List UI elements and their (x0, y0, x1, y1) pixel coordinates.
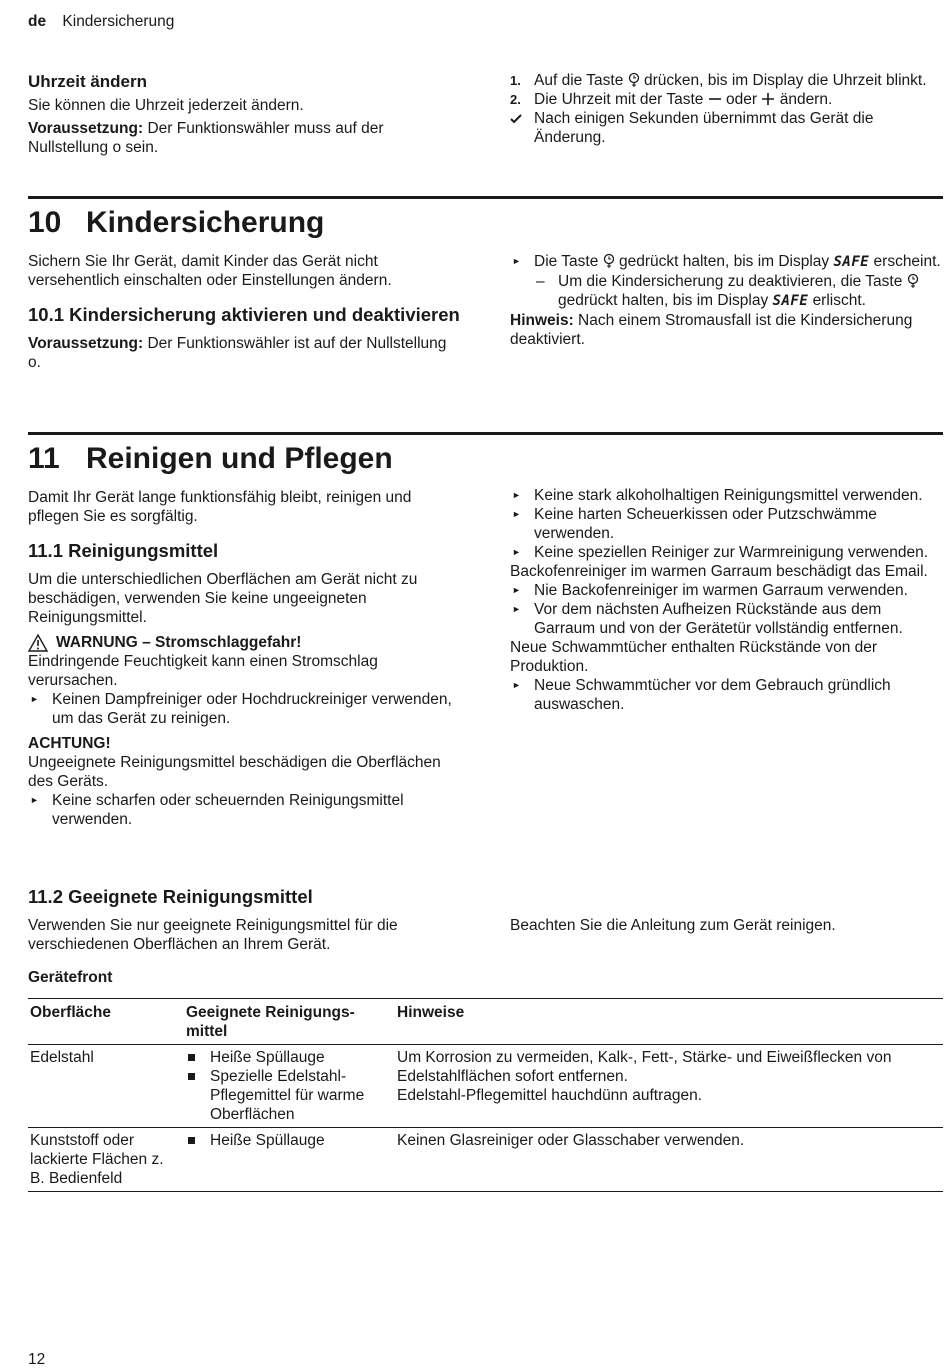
square-bullet-icon (188, 1054, 195, 1061)
subsection-11-1-title: 11.1 Reinigungsmittel (28, 540, 219, 561)
warning-bullet-text: Keinen Dampfreiniger oder Hochdruckreiniger verwenden, um das Gerät zu reinigen. (52, 691, 452, 727)
section-11-number: 11 (28, 442, 60, 475)
childlock-note (510, 311, 942, 349)
cell-agents (184, 1128, 395, 1192)
table-header-row (28, 999, 943, 1045)
step-2-or: oder (726, 91, 758, 108)
note-text: Nach einem Stromausfall ist die Kindersicherung deaktiviert. (510, 312, 913, 348)
caution-bullet-text: Keine scharfen oder scheuernden Reinigungsmittel verwenden. (52, 792, 404, 828)
square-bullet-icon (188, 1073, 195, 1080)
bullet-arrow-icon: ► (512, 547, 521, 557)
clock-key-icon (907, 273, 919, 289)
childlock-bullet-a: Die Taste (534, 253, 599, 270)
column-header-agents: Geeignete Reinigungs- mittel (184, 999, 395, 1045)
step-2-text-b: ändern. (779, 91, 833, 108)
precondition-text: Der Funktionswähler ist auf der Nullstellung (147, 335, 447, 352)
subsection-10-1-title: 10.1 Kindersicherung aktivieren und deaktivieren (28, 304, 460, 325)
sponge-info: Neue Schwammtücher enthalten Rückstände von der Produktion. (510, 639, 878, 675)
bullet-arrow-icon: ► (512, 256, 521, 266)
section-10-precondition (28, 334, 460, 372)
dash-marker: – (536, 273, 545, 290)
childlock-bullet (510, 252, 942, 272)
agent-text: Spezielle Edelstahl-Pflegemittel für warme Oberflächen (210, 1068, 365, 1123)
subsection-11-2-hint: Beachten Sie die Anleitung zum Gerät reinigen. (510, 917, 836, 934)
bullet-arrow-icon: ► (512, 509, 521, 519)
bullet-arrow-icon: ► (512, 585, 521, 595)
deactivate-text-a: Um die Kindersicherung zu deaktivieren, die Taste (558, 273, 903, 290)
clock-key-icon (603, 253, 615, 269)
bullet-arrow-icon: ► (512, 680, 521, 690)
deactivate-text-c: erlischt. (812, 292, 866, 309)
subsection-11-1-intro: Um die unterschiedlichen Oberflächen am Gerät nicht zu beschädigen, verwenden Sie keine ungeeigneten Reinigungsmittel. (28, 571, 418, 626)
step-2-text-a: Die Uhrzeit mit der Taste (534, 91, 704, 108)
caution-text: Ungeeignete Reinigungsmittel beschädigen die Oberflächen des Geräts. (28, 754, 441, 790)
section-10-heading (28, 206, 324, 240)
childlock-bullet-b: gedrückt halten, bis im Display (618, 253, 830, 270)
cleaning-bullet-3 (510, 543, 942, 562)
cleaning-bullet-5-text: Vor dem nächsten Aufheizen Rückstände aus dem Garraum und von der Gerätetür vollständig entfernen. (534, 601, 903, 637)
step-1-text-b: drücken, bis im Display die Uhrzeit blinkt. (643, 72, 927, 89)
cleaning-bullet-1-text: Keine stark alkoholhaltigen Reinigungsmittel verwenden. (534, 487, 923, 504)
time-change-precondition (28, 119, 458, 157)
bullet-arrow-icon: ► (30, 795, 39, 805)
bullet-arrow-icon: ► (512, 604, 521, 614)
section-11-left (28, 488, 460, 829)
time-change-intro: Sie können die Uhrzeit jederzeit ändern. (28, 97, 304, 114)
checkmark-icon (510, 113, 522, 125)
time-change-steps (510, 71, 940, 147)
cleaning-bullet-6 (510, 676, 942, 714)
square-bullet-icon (188, 1137, 195, 1144)
cleaning-bullet-4-text: Nie Backofenreiniger im warmen Garraum verwenden. (534, 582, 908, 599)
deactivate-text-b: gedrückt halten, bis im Display (558, 292, 769, 309)
agent-text: Heiße Spüllauge (210, 1132, 325, 1149)
table-row (28, 1045, 943, 1128)
agent-item (186, 1067, 393, 1124)
cleaning-bullet-2 (510, 505, 942, 543)
cell-surface: Kunststoff oder lackierte Flächen z. B. Bedienfeld (28, 1128, 184, 1192)
step-1-text-a: Auf die Taste (534, 72, 624, 89)
column-header-surface: Oberfläche (28, 999, 184, 1045)
precondition-text: Der Funktionswähler muss auf der Nullstellung (28, 120, 384, 156)
column-header-notes: Hinweise (395, 999, 943, 1045)
section-11-heading (28, 442, 393, 476)
cleaning-bullet-3-text: Keine speziellen Reiniger zur Warmreinigung verwenden. (534, 544, 929, 561)
section-10-number: 10 (28, 206, 62, 239)
clock-key-icon (628, 72, 640, 88)
warning-title: WARNUNG – Stromschlaggefahr! (56, 634, 302, 651)
precondition-label: Voraussetzung: (28, 335, 144, 352)
display-safe: SAFE (772, 293, 809, 309)
step-2-number: 2. (510, 92, 521, 107)
header-title: Kindersicherung (62, 13, 175, 30)
subsection-11-2-intro: Verwenden Sie nur geeignete Reinigungsmittel für die verschiedenen Oberflächen an Ihrem Gerät. (28, 917, 398, 953)
time-change-section (28, 71, 458, 157)
cell-agents (184, 1045, 395, 1128)
cleaning-bullet-6-text: Neue Schwammtücher vor dem Gebrauch gründlich auswaschen. (534, 677, 891, 713)
note-line: Edelstahl-Pflegemittel hauchdünn auftragen. (397, 1087, 703, 1104)
section-11-intro: Damit Ihr Gerät lange funktionsfähig bleibt, reinigen und pflegen Sie es sorgfältig. (28, 489, 412, 525)
step-2 (510, 90, 940, 109)
caution-bullet (28, 791, 460, 829)
step-result-text: Nach einigen Sekunden übernimmt das Gerät die Änderung. (534, 110, 874, 146)
note-label: Hinweis: (510, 312, 574, 329)
warning-heading (28, 633, 460, 652)
cleaning-bullet-4 (510, 581, 942, 600)
agent-item (186, 1131, 393, 1150)
zero-position-icon: o. (28, 354, 41, 371)
section-10-right (510, 252, 942, 349)
time-change-heading: Uhrzeit ändern (28, 72, 148, 91)
precondition-label: Voraussetzung: (28, 120, 144, 137)
table-caption: Gerätefront (28, 969, 113, 986)
oven-cleaner-info: Backofenreiniger im warmen Garraum beschädigt das Email. (510, 563, 928, 580)
cleaning-bullet-1 (510, 486, 942, 505)
cell-surface: Edelstahl (28, 1045, 184, 1128)
minus-key-icon (708, 93, 722, 107)
precondition-tail: sein. (125, 139, 159, 156)
zero-position-icon: o (112, 139, 122, 156)
step-1 (510, 71, 940, 90)
cell-notes (395, 1128, 943, 1192)
step-result (510, 109, 940, 147)
section-11-right (510, 486, 942, 714)
subsection-11-2-title: 11.2 Geeignete Reinigungsmittel (28, 886, 313, 907)
cell-notes (395, 1045, 943, 1128)
section-10-intro: Sichern Sie Ihr Gerät, damit Kinder das Gerät nicht versehentlich einschalten oder Einstellungen ändern. (28, 253, 392, 289)
language-code: de (28, 13, 47, 30)
table-row (28, 1128, 943, 1192)
childlock-bullet-c: erscheint. (873, 253, 941, 270)
bullet-arrow-icon: ► (30, 694, 39, 704)
step-1-number: 1. (510, 73, 521, 88)
note-line: Um Korrosion zu vermeiden, Kalk-, Fett-, Stärke- und Eiweißflecken von Edelstahlflächen sofort entfernen. (397, 1049, 892, 1085)
section-11-title: Reinigen und Pflegen (86, 442, 393, 475)
warning-bullet (28, 690, 460, 728)
agent-text: Heiße Spüllauge (210, 1049, 325, 1066)
cleaning-bullet-5 (510, 600, 942, 638)
page-number: 12 (28, 1351, 46, 1368)
warning-text: Eindringende Feuchtigkeit kann einen Stromschlag verursachen. (28, 653, 378, 689)
plus-key-icon (761, 93, 775, 107)
section-10-left (28, 252, 460, 372)
childlock-deactivate (510, 272, 942, 311)
cleaning-table (28, 998, 943, 1192)
warning-triangle-icon (28, 634, 48, 652)
agent-item (186, 1048, 393, 1067)
note-line: Keinen Glasreiniger oder Glasschaber verwenden. (397, 1132, 745, 1149)
cleaning-bullet-2-text: Keine harten Scheuerkissen oder Putzschwämme verwenden. (534, 506, 877, 542)
display-safe: SAFE (833, 254, 870, 270)
caution-title: ACHTUNG! (28, 735, 111, 752)
section-10-title: Kindersicherung (86, 206, 325, 239)
section-11-rule (28, 432, 943, 435)
page-header (28, 12, 174, 31)
bullet-arrow-icon: ► (512, 490, 521, 500)
section-10-rule (28, 196, 943, 199)
